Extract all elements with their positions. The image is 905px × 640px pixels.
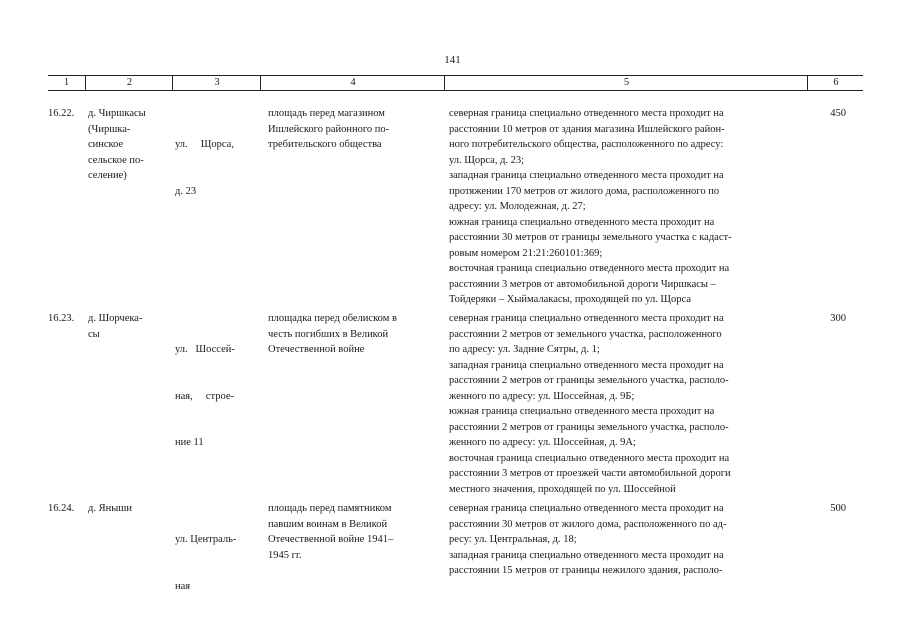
place-cell [268,501,440,563]
address-line: ул. Щорса, [175,139,234,150]
border-line: северная граница специально отведенного места проходит на [449,313,724,324]
border-line: расстоянии 2 метров от земельного участка, расположенного [449,328,722,340]
border-line: расстоянии 2 метров от границы земельного участка, располо- [449,421,729,433]
place-line: площадь перед магазином [268,108,385,119]
place-line: Отечественной войне 1941– [268,534,394,545]
border-line: расстоянии 3 метров от автомобильной дороги Чиршкасы – [449,278,716,290]
border-line: южная граница специально отведенного места проходит на [449,216,715,228]
page-number: 141 [444,54,461,66]
column-header-1: 1 [63,77,70,88]
row-number: 16.24. [48,503,75,514]
address-line: ние 11 [175,437,204,448]
table-header [48,75,863,91]
address-cell [175,311,259,482]
border-line: западная граница специально отведенного места проходит на [449,359,724,371]
settlement-line: д. Шорчека- [88,313,143,324]
address-cell [175,501,259,625]
place-line: площадь перед памятником [268,503,392,514]
border-line: адресу: ул. Молодежная, д. 27; [449,201,586,212]
row-number: 16.22. [48,108,75,119]
area-cell: 500 [830,503,846,514]
settlement-line: селение) [88,170,127,181]
settlement-cell [88,106,170,184]
place-cell [268,311,440,358]
border-line: расстоянии 2 метров от границы земельного участка, располо- [449,375,729,386]
settlement-cell [88,311,170,342]
border-line: по адресу: ул. Задние Сятры, д. 1; [449,344,600,355]
border-line: расстоянии 15 метров от границы нежилого здания, располо- [449,565,723,576]
borders-cell [449,311,803,497]
area-cell: 300 [830,313,846,324]
row-number: 16.23. [48,313,75,324]
border-line: местного значения, проходящей по ул. Шоссейной [449,483,676,495]
area-cell: 450 [830,108,846,119]
border-line: ровым номером 21:21:260101:369; [449,247,603,259]
column-header-3: 3 [172,76,261,90]
column-header-2: 2 [85,76,173,90]
border-line: восточная граница специально отведенного места проходит на [449,452,730,464]
border-line: восточная граница специально отведенного места проходит на [449,263,730,274]
border-line: расстоянии 30 метров от жилого дома, расположенного по ад- [449,518,727,530]
place-line: честь погибших в Великой [268,328,389,340]
address-cell [175,106,259,230]
place-line: павшим воинам в Великой [268,518,388,530]
place-line: Ишлейского районного по- [268,123,390,135]
settlement-line: д. Яныши [88,503,132,514]
column-header-4: 4 [260,76,445,90]
border-line: северная граница специально отведенного места проходит на [449,503,724,514]
address-line: ная [175,580,191,592]
border-line: женного по адресу: ул. Шоссейная, д. 9А; [449,437,636,448]
settlement-line: д. Чиршкасы [88,108,146,119]
border-line: ресу: ул. Центральная, д. 18; [449,534,577,545]
address-line: ул. Шоссей- [175,344,235,355]
border-line: ного потребительского общества, расположенного по адресу: [449,139,724,150]
border-line: расстоянии 10 метров от здания магазина Ишлейского район- [449,123,725,135]
settlement-cell [88,501,170,517]
settlement-line: сельское по- [88,154,144,166]
border-line: ул. Щорса, д. 23; [449,154,525,166]
settlement-line: (Чиршка- [88,123,131,135]
place-line: требительского общества [268,139,382,150]
address-line: ул. Централь- [175,534,237,545]
border-line: западная граница специально отведенного места проходит на [449,170,724,181]
border-line: южная граница специально отведенного места проходит на [449,406,715,417]
borders-cell [449,501,803,579]
border-line: женного по адресу: ул. Шоссейная, д. 9Б; [449,390,635,402]
column-header-5: 5 [444,76,808,90]
place-line: площадка перед обелиском в [268,313,397,324]
column-header-6: 6 [807,76,864,90]
place-line: Отечественной войне [268,344,365,355]
address-line: д. 23 [175,185,197,197]
address-line: ная, строе- [175,390,235,402]
border-line: Тойдеряки – Хыймалакасы, проходящей по ул. Щорса [449,294,691,305]
border-line: северная граница специально отведенного места проходит на [449,108,724,119]
settlement-line: синское [88,139,124,150]
border-line: расстоянии 30 метров от границы земельного участка с кадаст- [449,232,732,243]
borders-cell [449,106,803,308]
place-line: 1945 гг. [268,549,302,561]
place-cell [268,106,440,153]
border-line: западная граница специально отведенного места проходит на [449,549,724,561]
border-line: расстоянии 3 метров от проезжей части автомобильной дороги [449,468,731,479]
border-line: протяжении 170 метров от жилого дома, расположенного по [449,185,720,197]
settlement-line: сы [88,328,100,340]
